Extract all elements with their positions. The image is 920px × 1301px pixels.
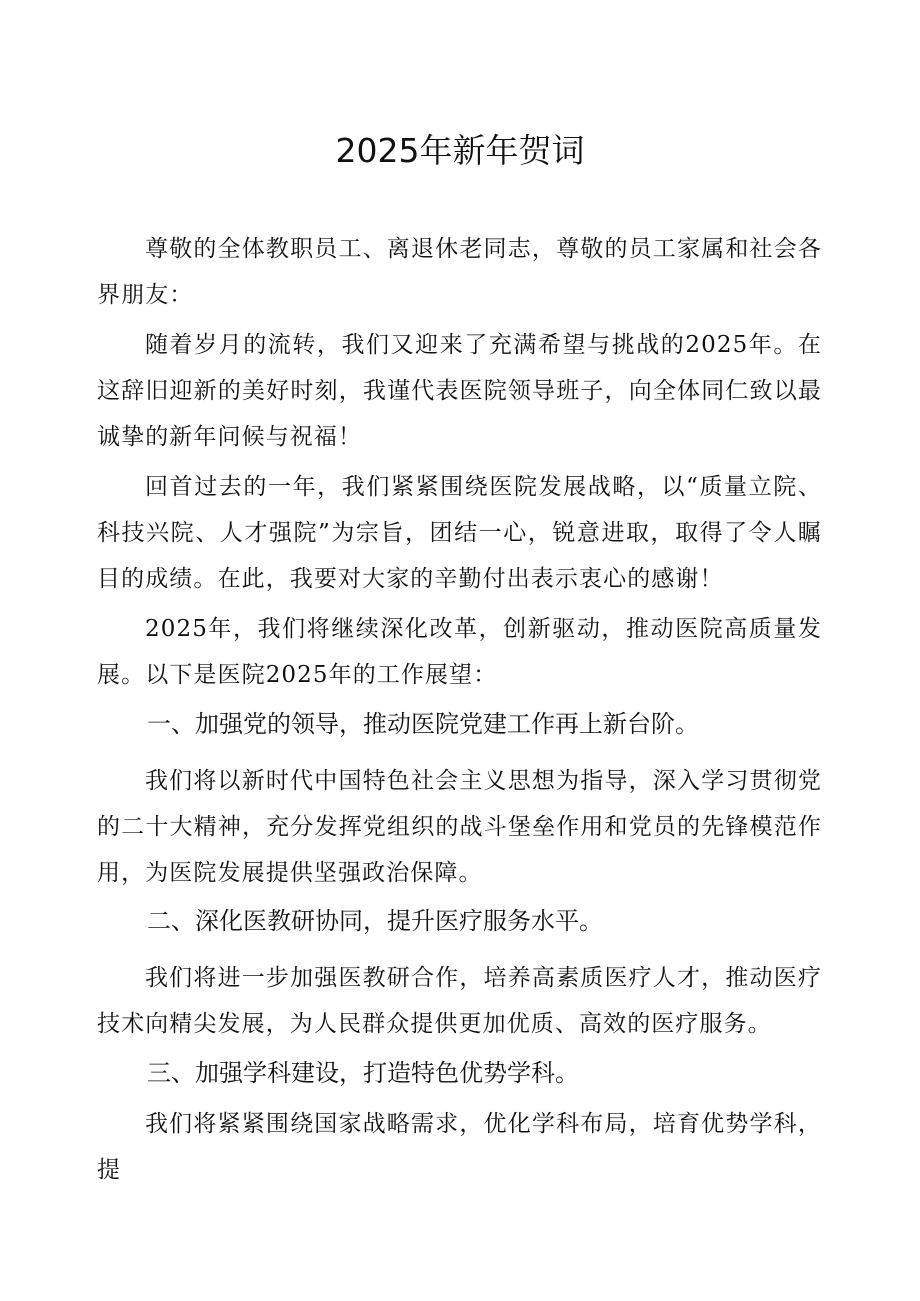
section-heading-1: 一、加强党的领导，推动医院党建工作再上新台阶。 <box>147 710 699 738</box>
section-text-1: 我们将以新时代中国特色社会主义思想为指导，深入学习贯彻党的二十大精神，充分发挥党组织的战斗堡垒作用和党员的先锋模范作用，为医院发展提供坚强政治保障。 <box>97 768 822 886</box>
outlook-paragraph: 2025年，我们将继续深化改革，创新驱动，推动医院高质量发展。以下是医院2025年的工作展望： <box>97 616 822 688</box>
greeting-paragraph: 尊敬的全体教职员工、离退休老同志，尊敬的员工家属和社会各界朋友： <box>97 236 822 308</box>
section-text-3: 我们将紧紧围绕国家战略需求，优化学科布局，培育优势学科，提 <box>97 1111 822 1183</box>
document-title: 2025年新年贺词 <box>335 131 585 170</box>
section-heading-3: 三、加强学科建设，打造特色优势学科。 <box>147 1059 579 1087</box>
intro-paragraph: 随着岁月的流转，我们又迎来了充满希望与挑战的2025年。在这辞旧迎新的美好时刻，我谨代表医院领导班子，向全体同仁致以最诚挚的新年问候与祝福！ <box>97 332 822 450</box>
section-heading-2: 二、深化医教研协同，提升医疗服务水平。 <box>147 907 603 935</box>
section-text-2: 我们将进一步加强医教研合作，培养高素质医疗人才，推动医疗技术向精尖发展，为人民群众提供更加优质、高效的医疗服务。 <box>97 965 822 1037</box>
review-paragraph: 回首过去的一年，我们紧紧围绕医院发展战略，以“质量立院、科技兴院、人才强院”为宗旨，团结一心，锐意进取，取得了令人瞩目的成绩。在此，我要对大家的辛勤付出表示衷心的感谢！ <box>97 474 822 592</box>
